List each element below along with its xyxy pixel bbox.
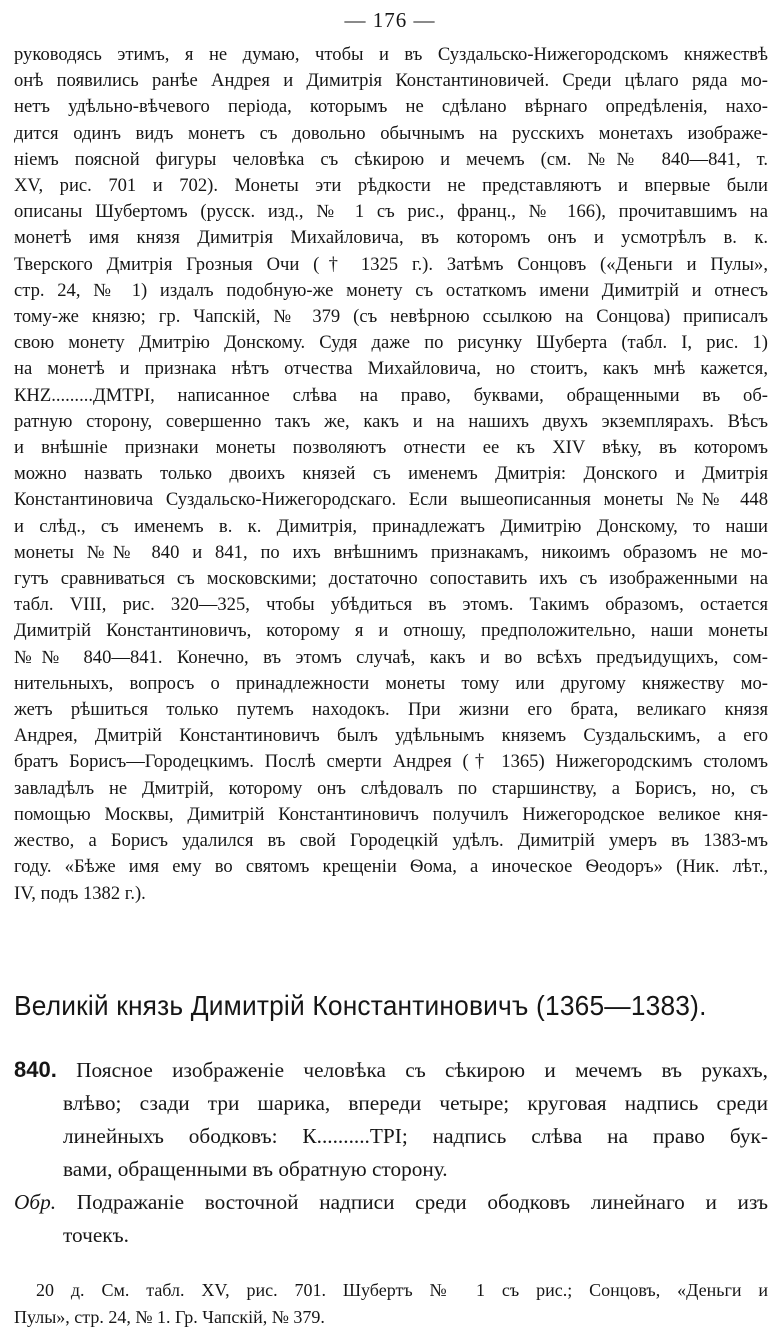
body-line: ніемъ поясной фигуры человѣка съ сѣкирою и мечемъ (см. №№ 840—841, т. (14, 148, 768, 170)
body-line: и слѣд., съ именемъ в. к. Димитрія, принадлежатъ Димитрію Донскому, то наши (14, 515, 768, 537)
note-line: Пулы», стр. 24, № 1. Гр. Чапскій, № 379. (14, 1306, 325, 1327)
body-line: году. «Бѣже имя ему во святомъ крещеніи Ѳома, а иноческое Ѳеодоръ» (Ник. лѣт., (14, 856, 768, 878)
body-line: и внѣшніе признаки монеты позволяютъ отнести ее къ XIV вѣку, въ которомъ (14, 437, 768, 459)
body-line: описаны Шубертомъ (русск. изд., № 1 съ рис., франц., № 166), прочитавшимъ на (14, 201, 768, 223)
body-line: монеты №№ 840 и 841, по ихъ внѣшнимъ признакамъ, никоимъ образомъ не мо- (14, 541, 768, 563)
body-line: ратную сторону, совершенно такъ же, какъ и на нашихъ двухъ экземплярахъ. Вѣсъ (14, 410, 768, 432)
body-line: свою монету Дмитрію Донскому. Судя даже по рисунку Шуберта (табл. I, рис. 1) (14, 332, 768, 354)
body-line: стр. 24, № 1) издалъ подобную-же монету съ остаткомъ имени Димитрій и отнесъ (14, 279, 768, 301)
body-line: Константиновича Суздальско-Нижегородскаго. Если вышеописанныя монеты №№ 448 (14, 489, 768, 511)
entry-line (14, 1053, 768, 1087)
page-number: — 176 — (344, 8, 436, 32)
body-line: монетѣ имя князя Димитрія Михайловича, въ которомъ онъ и усмотрѣлъ в. к. (14, 227, 768, 249)
body-line: Димитрій Константиновичъ, которому я и отношу, предположительно, наши монеты (14, 620, 768, 642)
entry-note (14, 1277, 768, 1330)
entry-line: линейныхъ ободковъ: К..........ТРІ; надпись слѣва на право бук- (63, 1124, 768, 1148)
entry-line (14, 1186, 768, 1219)
body-line: №№ 840—841. Конечно, въ этомъ случаѣ, какъ и во всѣхъ предъидущихъ, сом- (14, 646, 768, 668)
body-line: IV, подъ 1382 г.). (14, 882, 146, 904)
entry-line: вами, обращенными въ обратную сторону. (63, 1157, 448, 1181)
body-line: можно назвать только двоихъ князей съ именемъ Дмитрія: Донского и Дмитрія (14, 463, 768, 485)
body-line: Андрея, Дмитрій Константиновичъ былъ удѣльнымъ княземъ Суздальскимъ, а его (14, 725, 768, 747)
entry-number: 840. (14, 1057, 57, 1082)
body-line: дится одинъ видъ монетъ съ довольно обычнымъ на русскихъ монетахъ изображе- (14, 122, 768, 144)
body-line: Тверского Дмитрія Грозныя Очи († 1325 г.). Затѣмъ Сонцовъ («Деньги и Пулы», (14, 253, 768, 275)
section-heading: Великій князь Димитрій Константиновичъ (1365—1383). (14, 990, 707, 1021)
body-line: XV, рис. 701 и 702). Монеты эти рѣдкости не представляютъ и впервые были (14, 175, 768, 197)
body-line: онѣ появились ранѣе Андрея и Димитрія Константиновичей. Среди цѣлаго ряда мо- (14, 70, 768, 92)
body-line: руководясь этимъ, я не думаю, чтобы и въ Суздальско-Нижегородскомъ княжествѣ (14, 44, 768, 65)
entry-line: влѣво; сзади три шарика, впереди четыре; круговая надпись среди (63, 1091, 768, 1115)
obverse-text: Поясное изображеніе человѣка съ сѣкирою и мечемъ въ рукахъ, (76, 1058, 768, 1082)
catalog-entry-840 (14, 1053, 768, 1252)
body-line: завладѣлъ не Дмитрій, которому онъ слѣдовалъ по старшинству, а Борисъ, но, съ (14, 777, 768, 799)
note-line: 20 д. См. табл. XV, рис. 701. Шубертъ № 1 съ рис.; Сонцовъ, «Деньги и (36, 1280, 768, 1300)
body-line: нетъ удѣльно-вѣчевого періода, которымъ не сдѣлано вѣрнаго опредѣленія, нахо- (14, 96, 768, 118)
body-line: нительныхъ, вопросъ о принадлежности монеты тому или другому княжеству мо- (14, 672, 768, 694)
entry-line: точекъ. (63, 1223, 129, 1247)
body-line: табл. VIII, рис. 320—325, чтобы убѣдиться въ этомъ. Такимъ образомъ, остается (14, 594, 768, 616)
body-line: помощью Москвы, Димитрій Константиновичъ получилъ Нижегородское великое кня- (14, 803, 768, 825)
body-line: гутъ сравниваться съ московскими; достаточно сопоставить ихъ съ изображенными на (14, 568, 768, 590)
body-line: жество, а Борисъ удалился въ свой Городецкій удѣлъ. Димитрій умеръ въ 1383-мъ (14, 830, 768, 852)
body-line: КНZ.........ДМТРІ, написанное слѣва на право, буквами, обращенными въ об- (14, 384, 768, 406)
reverse-text: Подражаніе восточной надписи среди ободковъ линейнаго и изъ (76, 1190, 768, 1214)
body-line: тому-же князю; гр. Чапскій, № 379 (съ невѣрною ссылкою на Сонцова) приписалъ (14, 306, 768, 328)
body-line: жетъ рѣшиться только путемъ находокъ. При жизни его брата, великаго князя (14, 699, 768, 721)
body-paragraph (14, 42, 768, 907)
reverse-label: Обр. (14, 1190, 57, 1214)
body-line: на монетѣ и признака нѣтъ отчества Михайловича, но стоитъ, какъ мнѣ кажется, (14, 358, 768, 380)
body-line: братъ Борисъ—Городецкимъ. Послѣ смерти Андрея († 1365) Нижегородскимъ столомъ (14, 751, 768, 773)
